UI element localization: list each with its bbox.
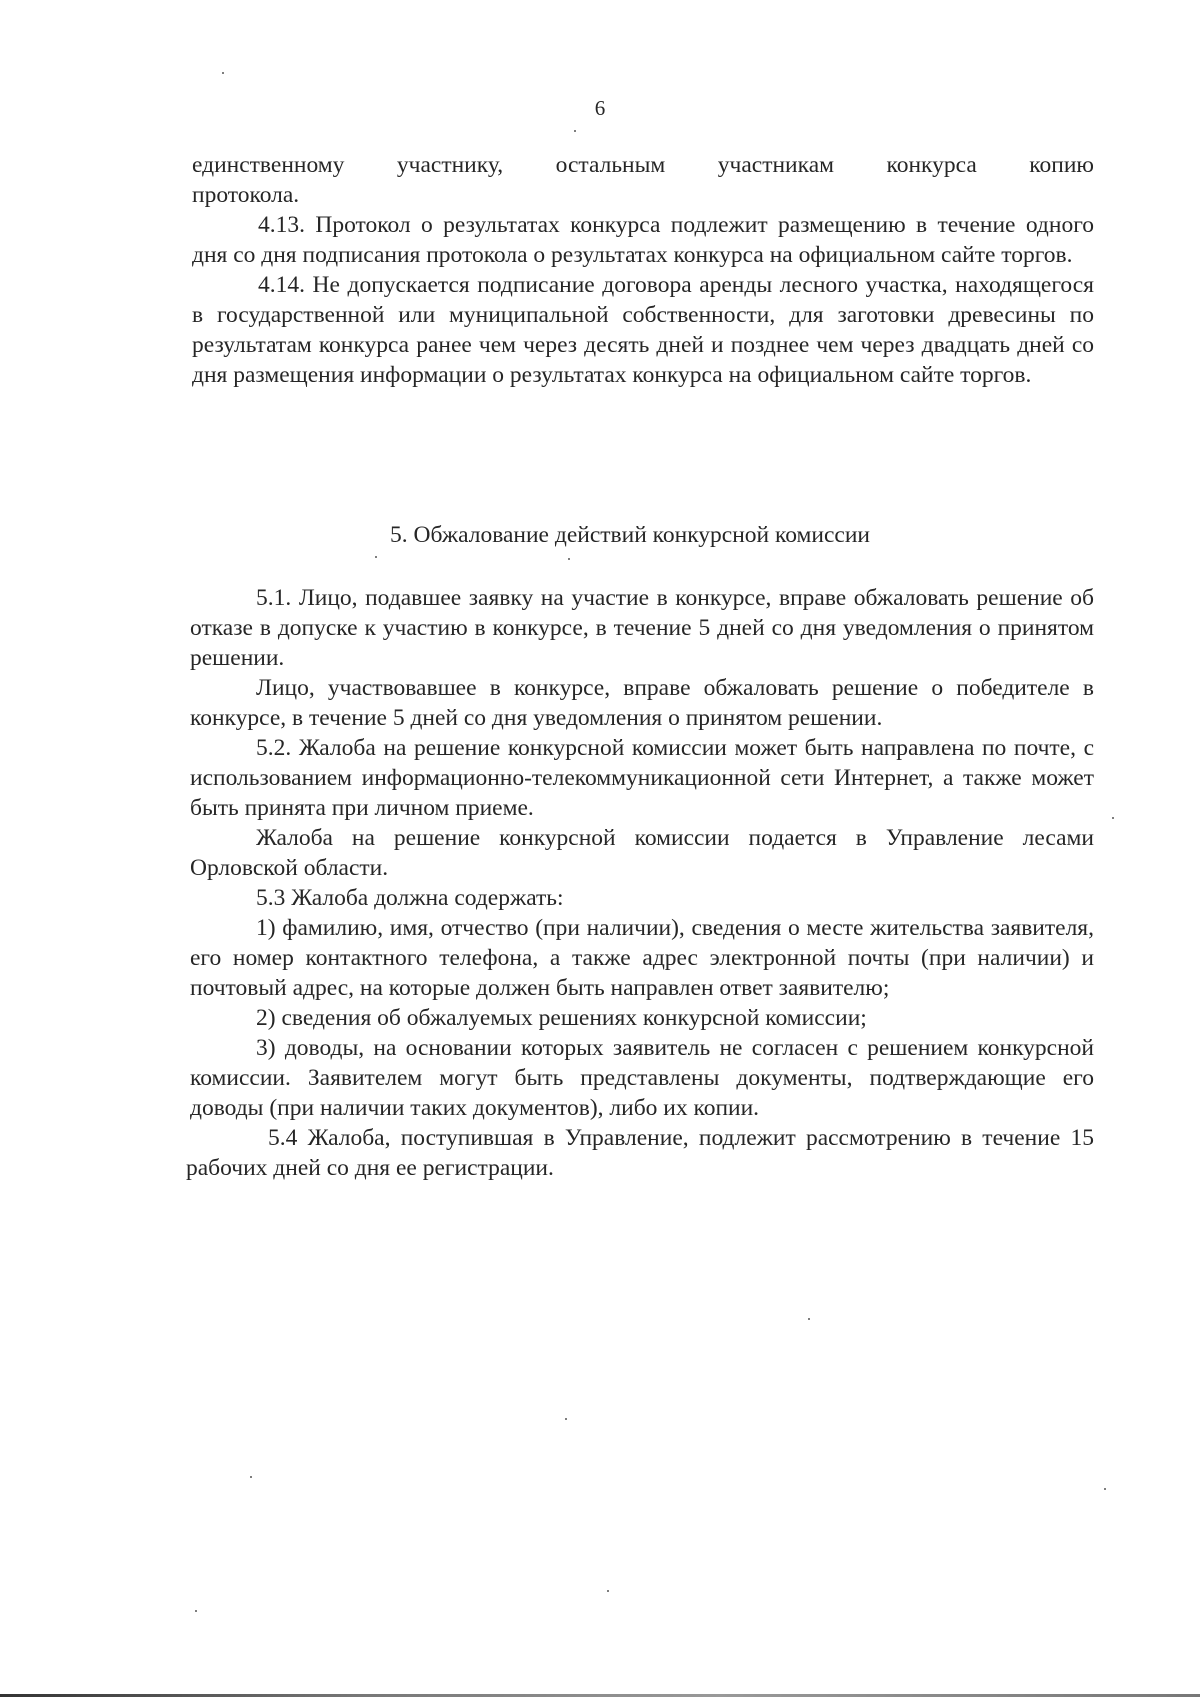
scan-speck [565,1418,567,1420]
section-5-heading: 5. Обжалование действий конкурсной комиссии [390,522,870,548]
paragraph-4-14: 4.14. Не допускается подписание договора аренды лесного участка, находящегося в государственной или муниципальной собственности, для заготовки древесины по результатам конкурса ранее чем через десять дней и позднее чем через двадцать дней со дня размещения информации о результатах конкурса на официальном сайте торгов. [192,272,1094,388]
paragraph-5-4: 5.4 Жалоба, поступившая в Управление, подлежит рассмотрению в течение 15 рабочих дней со дня ее регистрации. [186,1125,1094,1181]
scan-speck [222,72,224,74]
scan-speck [607,1590,609,1592]
paragraph-continuation-line1: единственному участнику, остальным участникам конкурса копию [192,152,1094,178]
scan-speck [250,1476,252,1478]
paragraph-4-13: 4.13. Протокол о результатах конкурса подлежит размещению в течение одного дня со дня подписания протокола о результатах конкурса на официальном сайте торгов. [192,212,1094,268]
paragraph-5-3-item-2: 2) сведения об обжалуемых решениях конкурсной комиссии; [256,1005,867,1031]
paragraph-5-3-item-3: 3) доводы, на основании которых заявитель не согласен с решением конкурсной комиссии. Заявителем могут быть представлены документы, подтверждающие его доводы (при наличии таких документов), либо их копии. [190,1035,1094,1121]
scan-speck [195,1610,197,1612]
paragraph-5-2: 5.2. Жалоба на решение конкурсной комиссии может быть направлена по почте, с использованием информационно-телекоммуникационной сети Интернет, а также может быть принята при личном приеме. [190,735,1094,821]
page-number: 6 [594,96,606,120]
paragraph-continuation-line2: протокола. [192,182,300,208]
scan-speck [568,558,570,560]
paragraph-5-1: 5.1. Лицо, подавшее заявку на участие в конкурсе, вправе обжаловать решение об отказе в допуске к участию в конкурсе, в течение 5 дней со дня уведомления о принятом решении. [190,585,1094,671]
scan-speck [1112,817,1114,819]
paragraph-5-1-second: Лицо, участвовавшее в конкурсе, вправе обжаловать решение о победителе в конкурсе, в течение 5 дней со дня уведомления о принятом решении. [190,675,1094,731]
section-4-tail [192,150,1094,390]
paragraph-5-3: 5.3 Жалоба должна содержать: [256,885,564,911]
paragraph-5-2-second: Жалоба на решение конкурсной комиссии подается в Управление лесами Орловской области. [190,825,1094,881]
scan-speck [574,130,576,132]
scan-speck [1104,1488,1106,1490]
paragraph-5-3-item-1: 1) фамилию, имя, отчество (при наличии), сведения о месте жительства заявителя, его номер контактного телефона, а также адрес электронной почты (при наличии) и почтовый адрес, на которые должен быть направлен ответ заявителю; [190,915,1094,1001]
scan-speck [808,1318,810,1320]
scan-speck [375,556,377,558]
section-5-body [186,583,1094,1183]
